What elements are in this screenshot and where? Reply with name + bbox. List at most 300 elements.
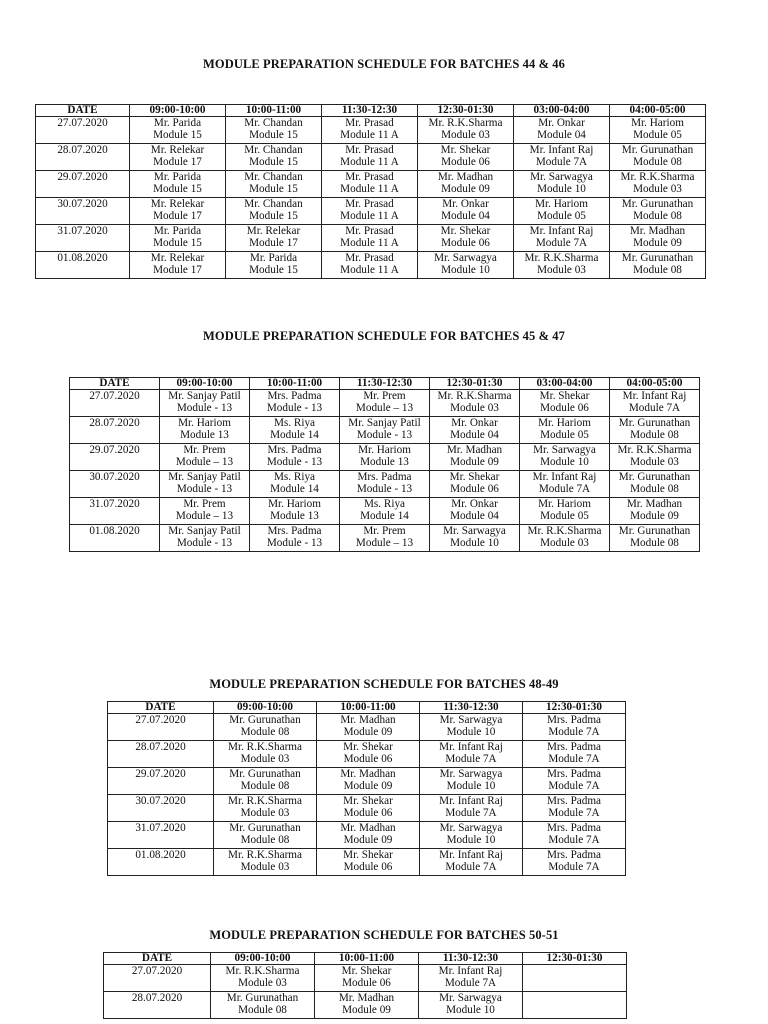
schedule-cell — [250, 390, 340, 417]
faculty-name: Mr. Chandan — [244, 117, 303, 129]
section-title: MODULE PREPARATION SCHEDULE FOR BATCHES 48-49 — [209, 677, 559, 691]
module-label: Module 05 — [537, 210, 586, 223]
module-label: Module 15 — [153, 129, 202, 142]
column-header-time-slot: 11:30-12:30 — [420, 702, 523, 714]
module-label: Module 7A — [548, 861, 600, 874]
faculty-name: Mr. Gurunathan — [229, 714, 301, 726]
schedule-cell — [250, 471, 340, 498]
module-label: Module 7A — [535, 237, 588, 250]
date-cell: 27.07.2020 — [104, 965, 211, 992]
table-row — [108, 768, 626, 795]
faculty-name: Mr. Sarwagya — [439, 714, 503, 726]
module-label: Module 06 — [343, 753, 393, 766]
module-label: Module - 13 — [266, 402, 323, 415]
module-label: Module - 13 — [176, 402, 233, 415]
module-label: Module 7A — [538, 483, 591, 496]
module-label: Module 7A — [548, 834, 600, 847]
schedule-cell — [130, 144, 226, 171]
faculty-name: Mr. Sarwagya — [443, 525, 506, 537]
module-label: Module 11 A — [340, 129, 399, 142]
date-cell: 31.07.2020 — [70, 498, 160, 525]
module-label: Module 14 — [270, 483, 319, 496]
schedule-cell — [420, 768, 523, 795]
schedule-cell — [520, 471, 610, 498]
faculty-name: Mr. Prasad — [345, 144, 394, 156]
header-row — [108, 702, 626, 714]
faculty-name: Mr. Hariom — [268, 498, 321, 510]
module-label: Module 09 — [342, 1004, 391, 1017]
schedule-cell — [610, 198, 706, 225]
date-cell: 30.07.2020 — [108, 795, 214, 822]
module-label: Module 7A — [548, 780, 600, 793]
section-title: MODULE PREPARATION SCHEDULE FOR BATCHES 50-51 — [209, 928, 559, 942]
schedule-cell — [317, 768, 420, 795]
date-cell: 29.07.2020 — [36, 171, 130, 198]
module-label: Module 08 — [238, 1004, 287, 1017]
module-label: Module 05 — [633, 129, 682, 142]
column-header-time-slot: 12:30-01:30 — [523, 953, 627, 965]
module-label: Module 08 — [633, 156, 682, 169]
schedule-cell — [419, 965, 523, 992]
module-label: Module – 13 — [175, 456, 234, 469]
schedule-cell — [430, 498, 520, 525]
column-header-time-slot: 11:30-12:30 — [419, 953, 523, 965]
schedule-cell — [420, 849, 523, 876]
faculty-name: Mr. Madhan — [340, 822, 396, 834]
faculty-name: Mrs. Padma — [357, 471, 412, 483]
faculty-name: Mr. Gurunathan — [621, 144, 694, 156]
module-label: Module 06 — [343, 861, 393, 874]
faculty-name: Ms. Riya — [363, 498, 406, 510]
date-cell: 30.07.2020 — [36, 198, 130, 225]
faculty-name: Mr. Shekar — [440, 144, 491, 156]
schedule-cell — [418, 171, 514, 198]
column-header-time-slot: 09:00-10:00 — [211, 953, 315, 965]
column-header-time-slot: 12:30-01:30 — [430, 378, 520, 390]
column-header-time-slot: 04:00-05:00 — [610, 378, 700, 390]
faculty-name: Mr. Relekar — [150, 252, 205, 264]
schedule-cell — [214, 795, 317, 822]
faculty-name: Mr. R.K.Sharma — [228, 849, 302, 861]
faculty-name: Mr. Gurunathan — [618, 417, 691, 429]
faculty-name: Mr. Infant Raj — [529, 144, 594, 156]
module-label: Module – 13 — [175, 510, 234, 523]
schedule-cell — [430, 471, 520, 498]
module-label: Module 13 — [270, 510, 319, 523]
schedule-cell — [160, 471, 250, 498]
module-label: Module 15 — [249, 129, 298, 142]
module-label: Module 11 A — [340, 264, 399, 277]
module-label: Module - 13 — [356, 483, 413, 496]
faculty-name: Mr. Parida — [153, 117, 202, 129]
schedule-cell — [610, 144, 706, 171]
date-cell: 31.07.2020 — [108, 822, 214, 849]
date-cell: 29.07.2020 — [108, 768, 214, 795]
module-label: Module 03 — [240, 753, 290, 766]
module-label: Module 10 — [446, 834, 496, 847]
schedule-cell — [340, 444, 430, 471]
module-label: Module 09 — [343, 780, 393, 793]
schedule-cell — [322, 252, 418, 279]
date-cell: 29.07.2020 — [70, 444, 160, 471]
module-label: Module 09 — [343, 726, 393, 739]
faculty-name: Mr. Prasad — [345, 117, 394, 129]
header-row — [104, 953, 627, 965]
schedule-cell — [420, 741, 523, 768]
faculty-name: Mr. R.K.Sharma — [524, 252, 599, 264]
table-row — [108, 795, 626, 822]
faculty-name: Mr. Onkar — [451, 498, 498, 510]
faculty-name: Mr. Prem — [363, 390, 406, 402]
schedule-cell — [214, 714, 317, 741]
schedule-cell — [420, 795, 523, 822]
module-label: Module 08 — [633, 264, 682, 277]
column-header-time-slot: 11:30-12:30 — [322, 105, 418, 117]
module-label: Module - 13 — [356, 429, 413, 442]
faculty-name: Mr. Infant Raj — [529, 225, 594, 237]
column-header-time-slot: 10:00-11:00 — [226, 105, 322, 117]
schedule-cell — [420, 714, 523, 741]
table-row — [36, 117, 706, 144]
faculty-name: Mrs. Padma — [267, 390, 322, 402]
date-cell: 28.07.2020 — [104, 992, 211, 1019]
module-label: Module - 13 — [266, 537, 323, 550]
schedule-cell — [130, 198, 226, 225]
module-label: Module 06 — [540, 402, 589, 415]
faculty-name: Mr. Shekar — [440, 225, 491, 237]
column-header-time-slot: 10:00-11:00 — [317, 702, 420, 714]
module-label: Module 09 — [441, 183, 490, 196]
module-label: Module - 13 — [176, 537, 233, 550]
column-header-date: DATE — [104, 953, 211, 965]
module-label: Module 7A — [445, 861, 497, 874]
module-label: Module – 13 — [355, 537, 414, 550]
module-label: Module 7A — [535, 156, 588, 169]
faculty-name: Mr. Sanjay Patil — [168, 471, 241, 483]
module-label: Module 08 — [633, 210, 682, 223]
faculty-name: Ms. Riya — [273, 417, 316, 429]
module-label: Module 15 — [249, 183, 298, 196]
module-label: Module 10 — [446, 726, 496, 739]
module-label: Module 08 — [630, 537, 679, 550]
schedule-cell — [340, 525, 430, 552]
module-label: Module 7A — [445, 807, 497, 820]
schedule-cell — [130, 117, 226, 144]
faculty-name: Mr. Madhan — [629, 225, 686, 237]
module-label: Module 14 — [360, 510, 409, 523]
table-row — [70, 471, 700, 498]
faculty-name: Mr. Prasad — [345, 252, 394, 264]
table-row — [36, 198, 706, 225]
faculty-name: Mr. Prasad — [345, 198, 394, 210]
faculty-name: Mr. Madhan — [338, 992, 395, 1004]
module-label: Module 09 — [450, 456, 499, 469]
header-row — [70, 378, 700, 390]
schedule-cell — [610, 252, 706, 279]
faculty-name: Mr. Infant Raj — [439, 849, 503, 861]
date-cell: 28.07.2020 — [70, 417, 160, 444]
module-label: Module 03 — [540, 537, 589, 550]
module-label: Module 10 — [441, 264, 490, 277]
schedule-cell — [317, 714, 420, 741]
faculty-name: Mr. R.K.Sharma — [225, 965, 300, 977]
module-label: Module 04 — [537, 129, 586, 142]
faculty-name: Mr. Gurunathan — [621, 252, 694, 264]
schedule-cell — [610, 117, 706, 144]
module-label: Module 03 — [441, 129, 490, 142]
column-header-date: DATE — [108, 702, 214, 714]
faculty-name: Mr. Shekar — [343, 795, 393, 807]
module-label: Module 09 — [630, 510, 679, 523]
faculty-name: Mr. Infant Raj — [438, 965, 503, 977]
faculty-name: Mr. Hariom — [358, 444, 411, 456]
schedule-cell — [250, 498, 340, 525]
faculty-name: Mr. Relekar — [150, 198, 205, 210]
faculty-name: Mr. Hariom — [535, 198, 588, 210]
module-label: Module – 13 — [355, 402, 414, 415]
schedule-cell — [610, 417, 700, 444]
schedule-cell — [418, 225, 514, 252]
module-label: Module 03 — [630, 456, 679, 469]
table-row — [104, 965, 627, 992]
faculty-name: Mr. Gurunathan — [621, 198, 694, 210]
faculty-name: Mr. Infant Raj — [532, 471, 597, 483]
date-cell: 01.08.2020 — [70, 525, 160, 552]
module-label: Module 08 — [630, 429, 679, 442]
faculty-name: Mr. Infant Raj — [439, 795, 503, 807]
column-header-date: DATE — [70, 378, 160, 390]
faculty-name: Mr. Prem — [183, 444, 226, 456]
module-label: Module 11 A — [340, 183, 399, 196]
schedule-cell — [214, 768, 317, 795]
module-label: Module 15 — [153, 183, 202, 196]
schedule-cell — [317, 849, 420, 876]
schedule-table — [103, 952, 627, 1019]
faculty-name: Mr. Onkar — [451, 417, 498, 429]
schedule-cell — [523, 822, 626, 849]
module-label: Module 10 — [450, 537, 499, 550]
table-row — [36, 225, 706, 252]
faculty-name: Mr. Gurunathan — [226, 992, 299, 1004]
module-label: Module 08 — [630, 483, 679, 496]
table-row — [104, 992, 627, 1019]
schedule-cell — [340, 390, 430, 417]
schedule-cell — [211, 992, 315, 1019]
module-label: Module 7A — [548, 807, 600, 820]
column-header-date: DATE — [36, 105, 130, 117]
schedule-cell — [520, 498, 610, 525]
faculty-name: Mr. Onkar — [538, 117, 585, 129]
faculty-name: Mr. Chandan — [244, 144, 303, 156]
faculty-name: Mrs. Padma — [546, 768, 602, 780]
column-header-time-slot: 03:00-04:00 — [514, 105, 610, 117]
schedule-cell — [226, 225, 322, 252]
faculty-name: Mr. Sanjay Patil — [348, 417, 421, 429]
faculty-name: Mrs. Padma — [267, 525, 322, 537]
schedule-cell — [250, 525, 340, 552]
module-label: Module 08 — [240, 726, 290, 739]
schedule-cell — [514, 117, 610, 144]
module-label: Module 10 — [537, 183, 586, 196]
module-label: Module 7A — [445, 753, 497, 766]
module-label: Module 08 — [240, 780, 290, 793]
faculty-name: Mr. Shekar — [341, 965, 392, 977]
schedule-cell — [315, 992, 419, 1019]
column-header-time-slot: 04:00-05:00 — [610, 105, 706, 117]
faculty-name: Mr. Infant Raj — [439, 741, 503, 753]
schedule-cell — [322, 144, 418, 171]
schedule-cell — [419, 992, 523, 1019]
module-label: Module 09 — [633, 237, 682, 250]
module-label: Module 10 — [446, 780, 496, 793]
module-label: Module 08 — [240, 834, 290, 847]
section-title: MODULE PREPARATION SCHEDULE FOR BATCHES 45 & 47 — [202, 329, 566, 343]
schedule-cell — [420, 822, 523, 849]
faculty-name: Mr. Gurunathan — [229, 768, 301, 780]
column-header-time-slot: 09:00-10:00 — [214, 702, 317, 714]
module-label: Module 17 — [153, 210, 202, 223]
schedule-cell — [130, 171, 226, 198]
schedule-cell — [315, 965, 419, 992]
table-row — [70, 444, 700, 471]
faculty-name: Mr. Sarwagya — [439, 768, 503, 780]
schedule-cell — [514, 144, 610, 171]
column-header-time-slot: 09:00-10:00 — [160, 378, 250, 390]
faculty-name: Mr. Prem — [183, 498, 226, 510]
schedule-cell — [610, 171, 706, 198]
schedule-cell — [610, 498, 700, 525]
schedule-cell — [523, 714, 626, 741]
schedule-cell — [226, 171, 322, 198]
module-label: Module 17 — [249, 237, 298, 250]
schedule-cell — [523, 965, 627, 992]
module-label: Module 04 — [450, 429, 499, 442]
schedule-cell — [214, 741, 317, 768]
schedule-cell — [430, 390, 520, 417]
schedule-cell — [514, 225, 610, 252]
schedule-cell — [610, 471, 700, 498]
faculty-name: Mr. R.K.Sharma — [428, 117, 503, 129]
module-label: Module 13 — [360, 456, 409, 469]
schedule-cell — [160, 525, 250, 552]
column-header-time-slot: 10:00-11:00 — [250, 378, 340, 390]
module-label: Module 03 — [633, 183, 682, 196]
schedule-cell — [214, 849, 317, 876]
schedule-cell — [211, 965, 315, 992]
schedule-cell — [523, 768, 626, 795]
faculty-name: Mr. Parida — [249, 252, 298, 264]
section-title: MODULE PREPARATION SCHEDULE FOR BATCHES 44 & 46 — [202, 57, 566, 71]
date-cell: 01.08.2020 — [108, 849, 214, 876]
faculty-name: Mr. Madhan — [437, 171, 494, 183]
schedule-cell — [226, 144, 322, 171]
schedule-cell — [520, 525, 610, 552]
module-label: Module - 13 — [176, 483, 233, 496]
schedule-cell — [130, 225, 226, 252]
module-label: Module 03 — [238, 977, 287, 990]
schedule-cell — [160, 390, 250, 417]
schedule-cell — [340, 471, 430, 498]
schedule-cell — [250, 417, 340, 444]
column-header-time-slot: 12:30-01:30 — [523, 702, 626, 714]
faculty-name: Mrs. Padma — [546, 822, 602, 834]
schedule-cell — [610, 444, 700, 471]
faculty-name: Mr. Gurunathan — [618, 525, 691, 537]
faculty-name: Mr. Sanjay Patil — [168, 390, 241, 402]
table-row — [36, 144, 706, 171]
module-label: Module 09 — [343, 834, 393, 847]
faculty-name: Mr. Sarwagya — [439, 992, 502, 1004]
faculty-name: Mr. Shekar — [449, 471, 500, 483]
module-label: Module 05 — [540, 429, 589, 442]
schedule-cell — [250, 444, 340, 471]
column-header-time-slot: 12:30-01:30 — [418, 105, 514, 117]
module-label: Module 10 — [446, 1004, 495, 1017]
faculty-name: Mr. Infant Raj — [622, 390, 687, 402]
module-label: Module 7A — [444, 977, 497, 990]
module-label: Module 06 — [343, 807, 393, 820]
module-label: Module 10 — [540, 456, 589, 469]
faculty-name: Mrs. Padma — [546, 795, 602, 807]
schedule-cell — [610, 525, 700, 552]
module-label: Module 03 — [537, 264, 586, 277]
date-cell: 28.07.2020 — [36, 144, 130, 171]
faculty-name: Mr. Hariom — [178, 417, 231, 429]
module-label: Module 15 — [153, 237, 202, 250]
faculty-name: Mr. Madhan — [446, 444, 503, 456]
module-label: Module 03 — [240, 807, 290, 820]
module-label: Module 06 — [342, 977, 391, 990]
schedule-cell — [523, 741, 626, 768]
schedule-cell — [160, 444, 250, 471]
faculty-name: Mr. Prem — [363, 525, 406, 537]
schedule-cell — [430, 417, 520, 444]
schedule-cell — [523, 849, 626, 876]
module-label: Module 11 A — [340, 237, 399, 250]
module-label: Module 03 — [450, 402, 499, 415]
module-label: Module 15 — [249, 210, 298, 223]
faculty-name: Mr. Chandan — [244, 171, 303, 183]
schedule-cell — [340, 498, 430, 525]
schedule-cell — [523, 992, 627, 1019]
faculty-name: Mr. Relekar — [246, 225, 301, 237]
date-cell: 27.07.2020 — [36, 117, 130, 144]
module-label: Module 15 — [249, 156, 298, 169]
table-row — [70, 498, 700, 525]
module-label: Module 15 — [249, 264, 298, 277]
faculty-name: Mr. Sarwagya — [439, 822, 503, 834]
schedule-cell — [514, 198, 610, 225]
module-label: Module 11 A — [340, 156, 399, 169]
column-header-time-slot: 10:00-11:00 — [315, 953, 419, 965]
schedule-cell — [317, 741, 420, 768]
schedule-cell — [226, 117, 322, 144]
schedule-cell — [520, 417, 610, 444]
module-label: Module - 13 — [266, 456, 323, 469]
table-row — [108, 822, 626, 849]
module-label: Module 7A — [548, 726, 600, 739]
schedule-cell — [214, 822, 317, 849]
faculty-name: Mr. R.K.Sharma — [437, 390, 512, 402]
table-row — [70, 417, 700, 444]
faculty-name: Mr. Shekar — [343, 849, 393, 861]
date-cell: 27.07.2020 — [70, 390, 160, 417]
schedule-cell — [130, 252, 226, 279]
table-row — [70, 525, 700, 552]
schedule-cell — [520, 390, 610, 417]
schedule-cell — [610, 390, 700, 417]
schedule-cell — [226, 252, 322, 279]
